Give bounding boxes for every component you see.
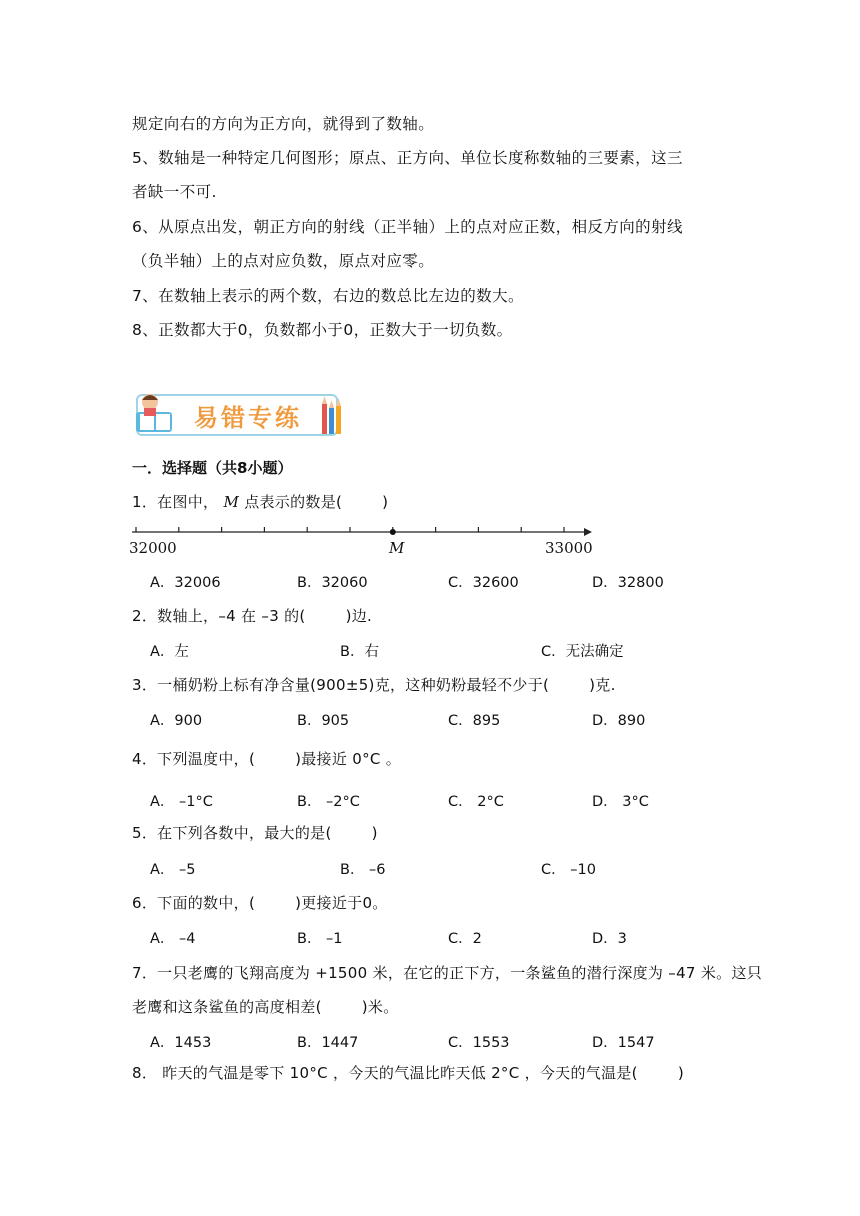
- intro-line-3: 者缺一不可.: [132, 183, 217, 201]
- question-7-stem-line-1: 7．一只老鹰的飞翔高度为 +1500 米，在它的正下方，一条鲨鱼的潜行深度为 –47 米。这只: [132, 964, 763, 982]
- q4-option-a[interactable]: A． –1°C: [150, 794, 213, 810]
- q5-option-b[interactable]: B． –6: [340, 862, 386, 878]
- q4-stem-part-a: 4．下列温度中，(: [132, 750, 256, 768]
- q6-option-d[interactable]: D．3: [592, 931, 627, 947]
- q1-option-d[interactable]: D．32800: [592, 575, 664, 591]
- question-1-stem: [132, 491, 388, 512]
- q7-option-a[interactable]: A．1453: [150, 1035, 212, 1051]
- q1-option-b[interactable]: B．32060: [297, 575, 368, 591]
- q2-stem-part-a: 2．数轴上，–4 在 –3 的(: [132, 607, 306, 625]
- intro-line-7: 8、正数都大于0，负数都小于0，正数大于一切负数。: [132, 321, 513, 339]
- q2-option-a[interactable]: A．左: [150, 644, 189, 660]
- section-banner: [132, 388, 344, 440]
- q5-option-c[interactable]: C． –10: [541, 862, 596, 878]
- question-6-stem: [132, 892, 388, 913]
- q5-stem-part-c: ): [371, 824, 378, 842]
- q5-option-a[interactable]: A． –5: [150, 862, 196, 878]
- intro-line-2: 5、数轴是一种特定几何图形；原点、正方向、单位长度称数轴的三要素，这三: [132, 149, 683, 167]
- intro-line-6: 7、在数轴上表示的两个数，右边的数总比左边的数大。: [132, 287, 524, 305]
- q3-option-a[interactable]: A．900: [150, 713, 203, 729]
- intro-line-4: 6、从原点出发，朝正方向的射线（正半轴）上的点对应正数，相反方向的射线: [132, 218, 683, 236]
- q4-option-b[interactable]: B． –2°C: [297, 794, 360, 810]
- pencils-icon: [320, 396, 344, 436]
- q7-option-c[interactable]: C．1553: [448, 1035, 510, 1051]
- intro-line-5: （负半轴）上的点对应负数，原点对应零。: [132, 252, 435, 270]
- student-reading-icon: [132, 388, 192, 440]
- number-line-arrow: [584, 528, 592, 536]
- q4-stem-part-c: )最接近 0°C 。: [295, 750, 402, 768]
- q8-stem-part-a: 8． 昨天的气温是零下 10°C ，今天的气温比昨天低 2°C ，今天的气温是(: [132, 1064, 638, 1082]
- question-7-stem-line-2: [132, 996, 399, 1017]
- q3-option-d[interactable]: D．890: [592, 713, 646, 729]
- question-8-stem: [132, 1062, 684, 1083]
- point-m-marker: [390, 529, 396, 535]
- q5-stem-part-a: 5．在下列各数中，最大的是(: [132, 824, 332, 842]
- q6-option-b[interactable]: B． –1: [297, 931, 343, 947]
- q3-option-b[interactable]: B．905: [297, 713, 350, 729]
- q3-stem-part-a: 3．一桶奶粉上标有净含量(900±5)克，这种奶粉最轻不少于(: [132, 676, 550, 694]
- q2-stem-part-c: )边.: [345, 607, 373, 625]
- number-line-right-label: 33000: [545, 539, 593, 557]
- q1-variable: M: [223, 493, 240, 511]
- intro-line-1: 规定向右的方向为正方向，就得到了数轴。: [132, 115, 435, 133]
- q3-option-c[interactable]: C．895: [448, 713, 501, 729]
- question-2-stem: [132, 605, 372, 626]
- q2-option-c[interactable]: C．无法确定: [541, 644, 624, 660]
- q1-stem-part-b: 点表示的数是(: [244, 493, 343, 511]
- q1-option-a[interactable]: A．32006: [150, 575, 221, 591]
- question-3-stem: [132, 674, 616, 695]
- q7-stem-part-b: 老鹰和这条鲨鱼的高度相差(: [132, 998, 322, 1016]
- q1-stem-part-a: 1．在图中，: [132, 493, 219, 511]
- question-4-stem: [132, 748, 401, 769]
- banner-title: 易错专练: [194, 403, 302, 432]
- q3-stem-part-c: )克.: [589, 676, 616, 694]
- q8-stem-part-c: ): [677, 1064, 684, 1082]
- number-line-left-label: 32000: [129, 539, 177, 557]
- q2-option-b[interactable]: B．右: [340, 644, 379, 660]
- q6-stem-part-a: 6．下面的数中，(: [132, 894, 256, 912]
- number-line-point-label: M: [389, 539, 405, 557]
- q4-option-d[interactable]: D． 3°C: [592, 794, 649, 810]
- q6-stem-part-c: )更接近于0。: [295, 894, 388, 912]
- q7-stem-part-c: )米。: [361, 998, 399, 1016]
- q1-stem-part-c: ): [382, 493, 389, 511]
- q7-option-b[interactable]: B．1447: [297, 1035, 359, 1051]
- q1-option-c[interactable]: C．32600: [448, 575, 519, 591]
- q6-option-c[interactable]: C．2: [448, 931, 482, 947]
- question-5-stem: [132, 822, 378, 843]
- number-line: [128, 518, 598, 558]
- section-heading: 一．选择题（共8小题）: [132, 459, 293, 477]
- q6-option-a[interactable]: A． –4: [150, 931, 196, 947]
- q7-option-d[interactable]: D．1547: [592, 1035, 655, 1051]
- q4-option-c[interactable]: C． 2°C: [448, 794, 504, 810]
